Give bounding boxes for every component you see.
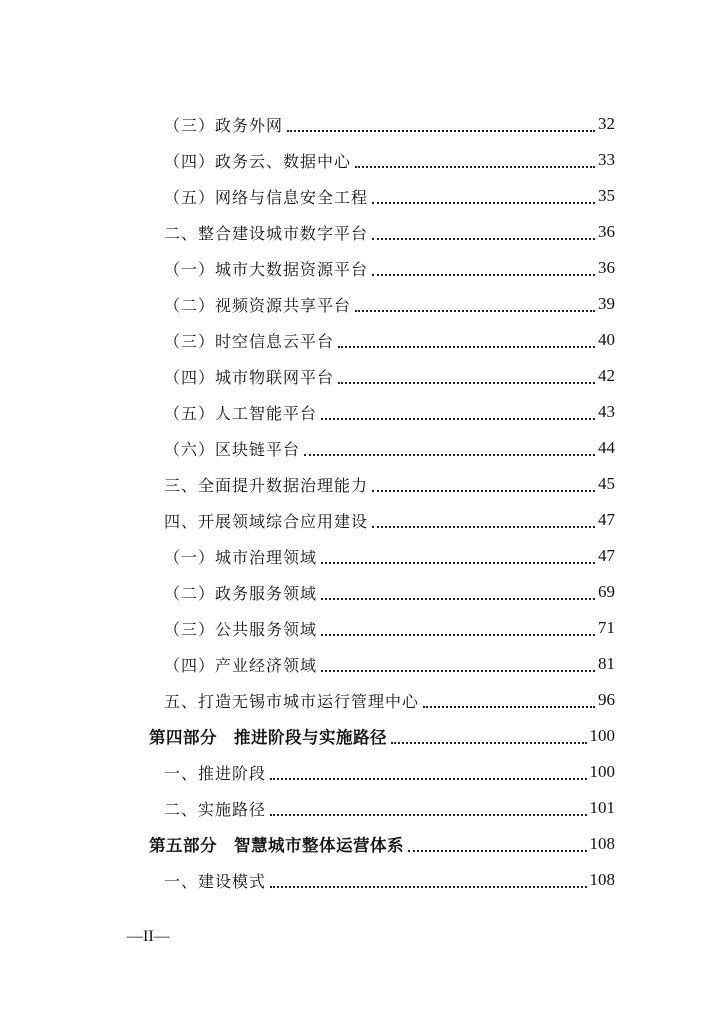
- toc-entry-page: 108: [589, 834, 615, 853]
- toc-part-heading[interactable]: [0, 718, 724, 754]
- toc-entry-page: 39: [598, 294, 615, 313]
- toc-entry[interactable]: [0, 682, 724, 718]
- toc-entry[interactable]: [0, 250, 724, 286]
- page-number-footer: —II—: [127, 928, 170, 945]
- toc-entry[interactable]: [0, 754, 724, 790]
- toc-entry-title: （三）时空信息云平台: [164, 331, 335, 351]
- toc-entry-title: （五）网络与信息安全工程: [164, 187, 369, 207]
- toc-dot-leader: [304, 453, 595, 456]
- toc-entry-page: 101: [589, 798, 615, 817]
- toc-entry-page: 71: [598, 618, 615, 637]
- toc-entry-title: 一、建设模式: [164, 871, 267, 891]
- toc-entry[interactable]: [0, 610, 724, 646]
- toc-dot-leader: [287, 129, 595, 132]
- toc-entry-title: （二）视频资源共享平台: [164, 295, 352, 315]
- toc-entry[interactable]: [0, 286, 724, 322]
- toc-dot-leader: [338, 381, 595, 384]
- toc-dot-leader: [270, 885, 586, 888]
- toc-dot-leader: [321, 669, 595, 672]
- toc-dot-leader: [391, 741, 587, 744]
- toc-entry-title: 一、推进阶段: [164, 763, 267, 783]
- toc-entry[interactable]: [0, 142, 724, 178]
- toc-entry-page: 44: [598, 438, 615, 457]
- toc-dot-leader: [270, 777, 586, 780]
- toc-entry[interactable]: [0, 466, 724, 502]
- toc-dot-leader: [270, 813, 586, 816]
- toc-entry[interactable]: [0, 322, 724, 358]
- toc-entry-page: 96: [598, 690, 615, 709]
- toc-entry[interactable]: [0, 178, 724, 214]
- toc-dot-leader: [408, 849, 587, 852]
- toc-entry-title: 五、打造无锡市城市运行管理中心: [164, 691, 420, 711]
- toc-entry[interactable]: [0, 790, 724, 826]
- toc-entry[interactable]: [0, 646, 724, 682]
- toc-part-heading[interactable]: [0, 826, 724, 862]
- toc-entry[interactable]: [0, 862, 724, 898]
- toc-entry-title: 四、开展领域综合应用建设: [164, 511, 369, 531]
- toc-entry-title: （三）公共服务领域: [164, 619, 318, 639]
- toc-entry-page: 32: [598, 114, 615, 133]
- toc-dot-leader: [423, 705, 595, 708]
- toc-entry-title: 二、实施路径: [164, 799, 267, 819]
- toc-entry-page: 81: [598, 654, 615, 673]
- toc-entry-page: 33: [598, 150, 615, 169]
- toc-entry-title: 第四部分 推进阶段与实施路径: [149, 728, 387, 747]
- toc-entry-page: 40: [598, 330, 615, 349]
- toc-entry-page: 43: [598, 402, 615, 421]
- toc-dot-leader: [372, 201, 595, 204]
- toc-dot-leader: [372, 237, 595, 240]
- toc-entry[interactable]: [0, 394, 724, 430]
- toc-entry-page: 47: [598, 546, 615, 565]
- table-of-contents: [0, 106, 724, 898]
- toc-entry-title: （一）城市大数据资源平台: [164, 259, 369, 279]
- toc-entry-title: （六）区块链平台: [164, 439, 301, 459]
- toc-entry-page: 100: [589, 726, 615, 745]
- toc-entry-title: 二、整合建设城市数字平台: [164, 223, 369, 243]
- toc-entry-title: （五）人工智能平台: [164, 403, 318, 423]
- toc-entry-title: （一）城市治理领域: [164, 547, 318, 567]
- toc-entry-page: 69: [598, 582, 615, 601]
- toc-dot-leader: [321, 561, 595, 564]
- toc-entry-title: （四）城市物联网平台: [164, 367, 335, 387]
- toc-entry[interactable]: [0, 538, 724, 574]
- toc-dot-leader: [355, 309, 595, 312]
- toc-dot-leader: [321, 417, 595, 420]
- toc-entry[interactable]: [0, 502, 724, 538]
- toc-entry-title: （三）政务外网: [164, 115, 284, 135]
- toc-entry-page: 35: [598, 186, 615, 205]
- toc-dot-leader: [355, 165, 595, 168]
- toc-dot-leader: [321, 597, 595, 600]
- toc-entry[interactable]: [0, 358, 724, 394]
- toc-dot-leader: [321, 633, 595, 636]
- toc-entry-page: 42: [598, 366, 615, 385]
- toc-entry-page: 45: [598, 474, 615, 493]
- toc-entry-title: 三、全面提升数据治理能力: [164, 475, 369, 495]
- toc-entry-title: （二）政务服务领域: [164, 583, 318, 603]
- toc-entry-title: （四）政务云、数据中心: [164, 151, 352, 171]
- toc-entry-page: 108: [589, 870, 615, 889]
- toc-entry-page: 36: [598, 222, 615, 241]
- toc-entry-page: 36: [598, 258, 615, 277]
- toc-entry-page: 100: [589, 762, 615, 781]
- toc-entry[interactable]: [0, 106, 724, 142]
- toc-dot-leader: [372, 525, 595, 528]
- toc-entry[interactable]: [0, 430, 724, 466]
- toc-entry-title: （四）产业经济领域: [164, 655, 318, 675]
- toc-entry-page: 47: [598, 510, 615, 529]
- toc-entry[interactable]: [0, 574, 724, 610]
- toc-dot-leader: [372, 489, 595, 492]
- toc-dot-leader: [372, 273, 595, 276]
- toc-dot-leader: [338, 345, 595, 348]
- toc-entry[interactable]: [0, 214, 724, 250]
- toc-entry-title: 第五部分 智慧城市整体运营体系: [149, 836, 404, 855]
